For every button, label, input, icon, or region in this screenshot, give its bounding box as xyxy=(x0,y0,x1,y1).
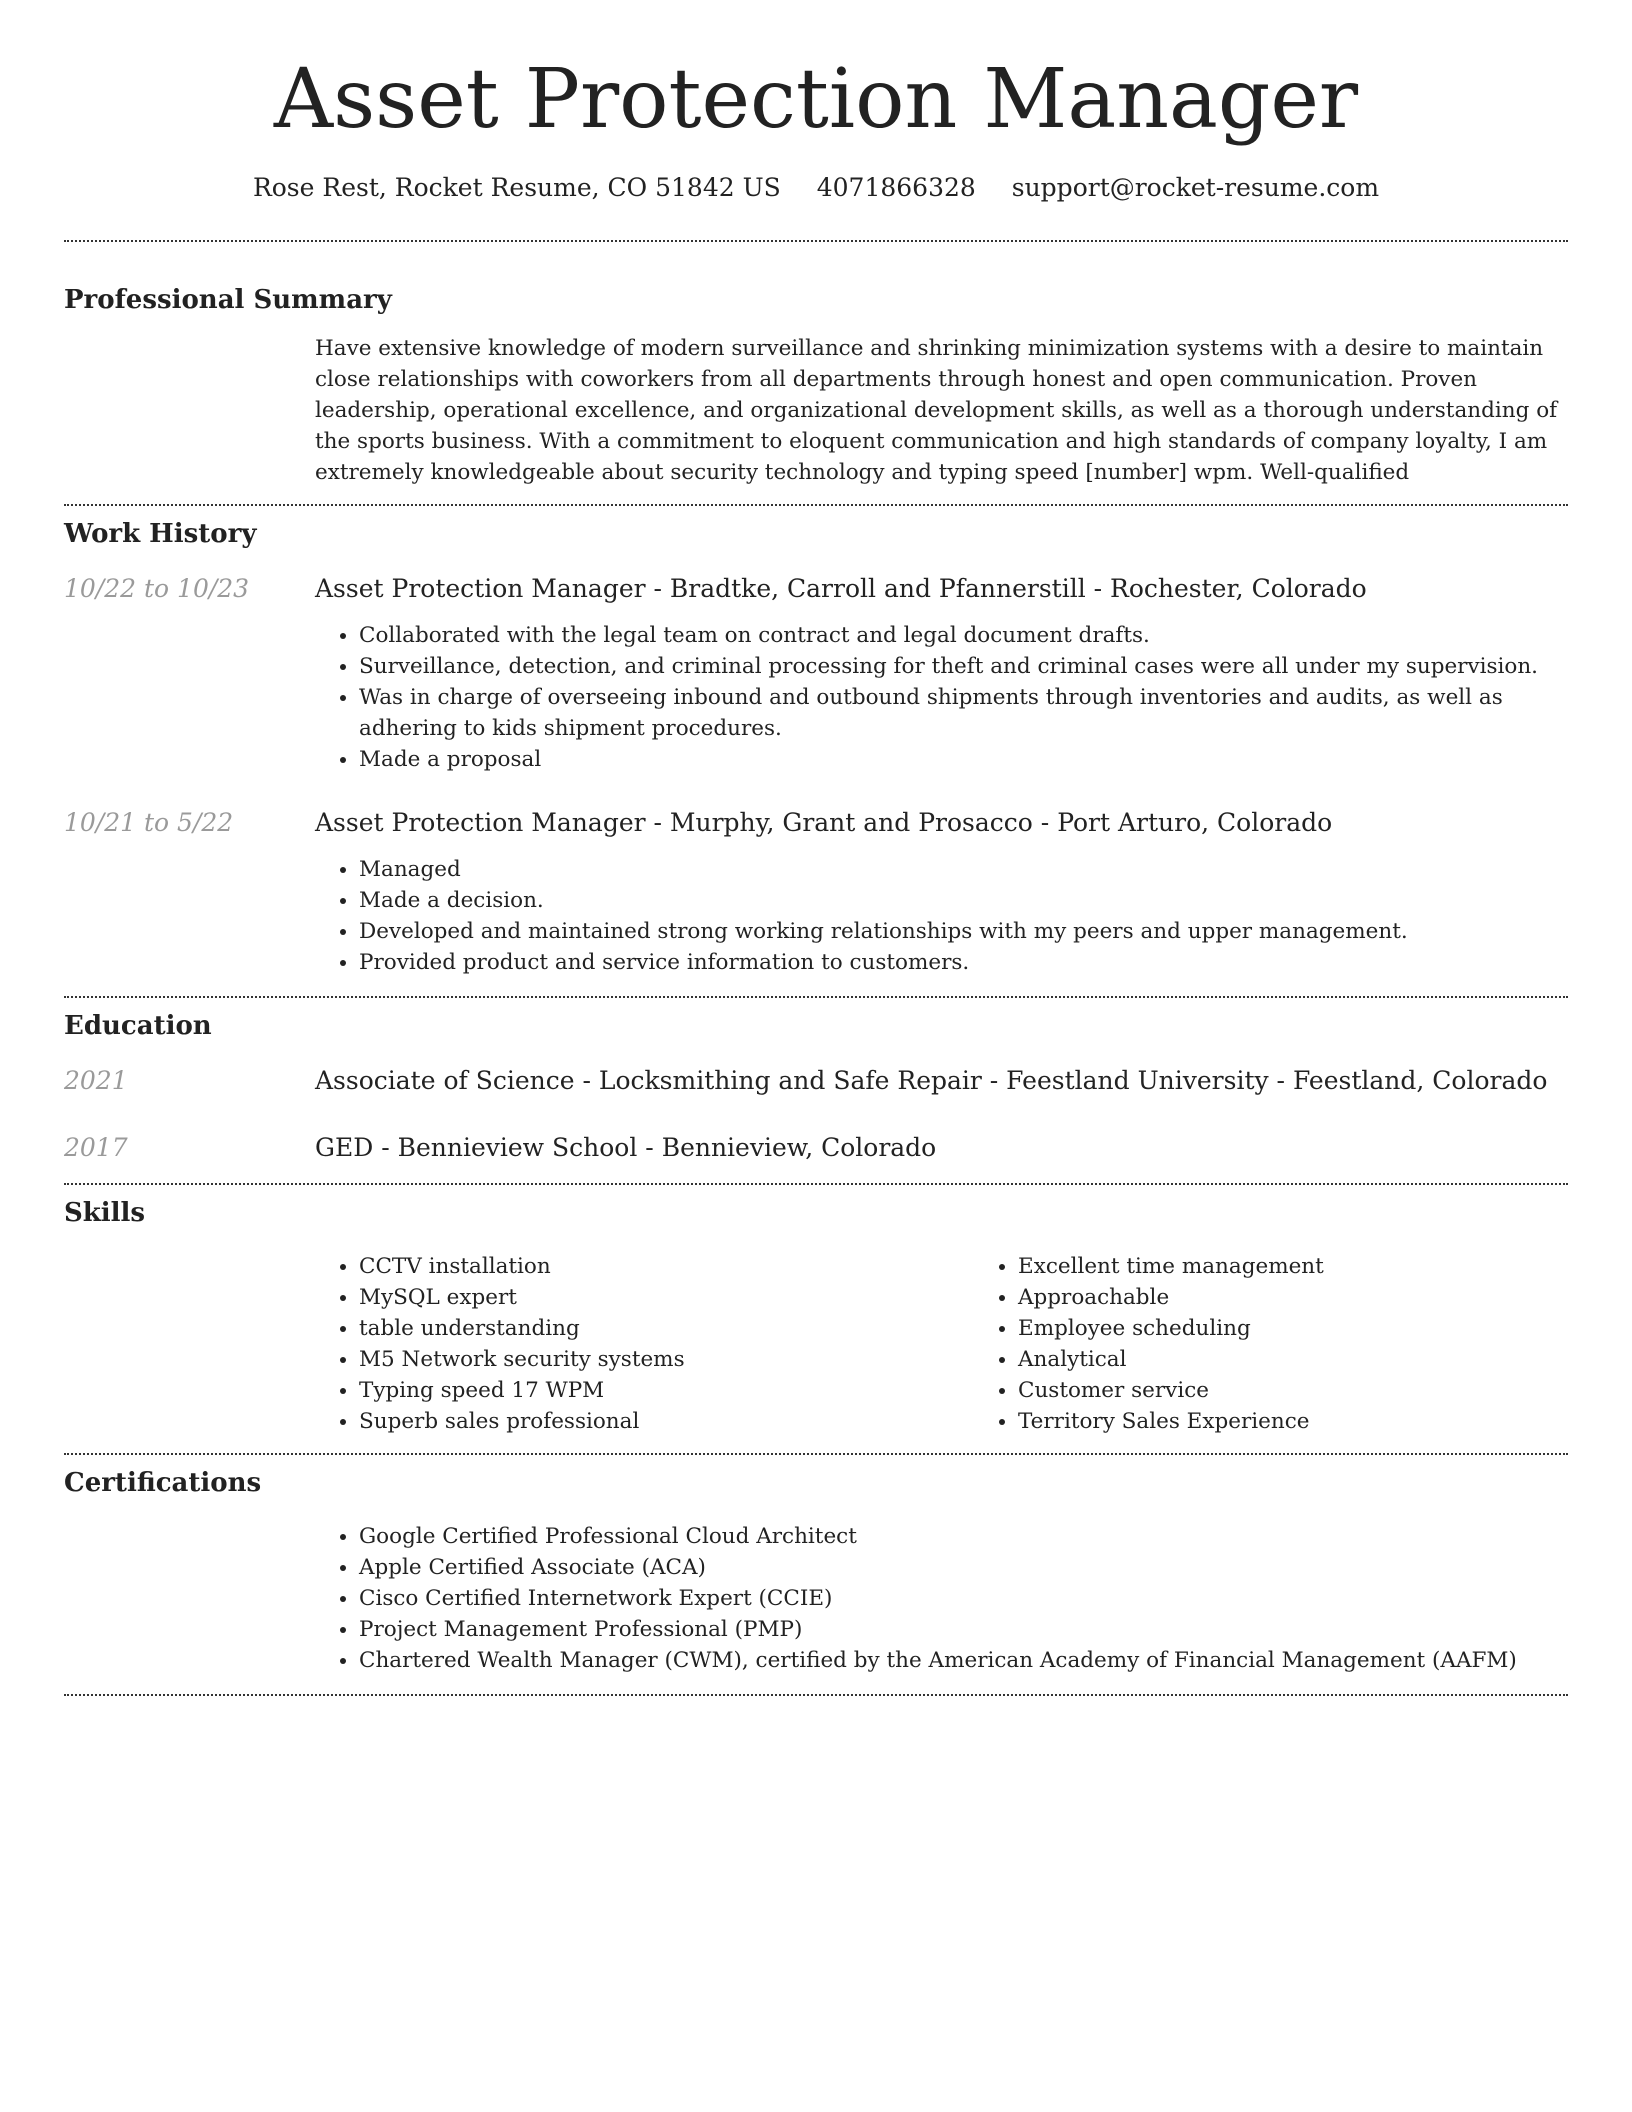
job-bullet: • Collaborated with the legal team on contract and legal document drafts. xyxy=(359,620,1568,651)
contact-address: Rose Rest, Rocket Resume, CO 51842 US xyxy=(252,173,781,202)
divider xyxy=(64,996,1568,998)
education-year: 2021 xyxy=(64,1066,128,1095)
skill-item: • M5 Network security systems xyxy=(359,1344,974,1375)
skill-item: • Approachable xyxy=(1018,1282,1324,1313)
skill-item: • table understanding xyxy=(359,1313,974,1344)
section-title-certifications: Certifications xyxy=(64,1468,262,1498)
contact-line xyxy=(64,170,1568,206)
skills-list-right xyxy=(974,1251,1324,1437)
skill-item: • Analytical xyxy=(1018,1344,1324,1375)
skill-item: • Typing speed 17 WPM xyxy=(359,1375,974,1406)
contact-email: support@rocket-resume.com xyxy=(1011,173,1380,202)
skills-grid xyxy=(315,1251,1568,1437)
divider xyxy=(64,240,1568,242)
certification-item: • Chartered Wealth Manager (CWM), certified by the American Academy of Financial Management (AAFM) xyxy=(359,1645,1568,1676)
section-title-summary: Professional Summary xyxy=(64,285,392,315)
skill-item: • Customer service xyxy=(1018,1375,1324,1406)
resume-page xyxy=(64,0,1568,1696)
certification-item: • Cisco Certified Internetwork Expert (CCIE) xyxy=(359,1583,1568,1614)
work-history-section xyxy=(64,516,1568,978)
education-heading: Associate of Science - Locksmithing and Safe Repair - Feestland University - Feestland, Colorado xyxy=(315,1066,1548,1095)
job-bullet: • Made a decision. xyxy=(359,885,1568,916)
skill-item: • Employee scheduling xyxy=(1018,1313,1324,1344)
divider xyxy=(64,1453,1568,1455)
job-entry xyxy=(64,572,1568,775)
divider xyxy=(64,504,1568,506)
skill-item: • MySQL expert xyxy=(359,1282,974,1313)
section-title-skills: Skills xyxy=(64,1198,146,1228)
skill-item: • Excellent time management xyxy=(1018,1251,1324,1282)
job-entry xyxy=(64,806,1568,978)
skill-item: • CCTV installation xyxy=(359,1251,974,1282)
job-heading: Asset Protection Manager - Bradtke, Carroll and Pfannerstill - Rochester, Colorado xyxy=(315,574,1367,603)
certification-item: • Apple Certified Associate (ACA) xyxy=(359,1552,1568,1583)
skill-item: • Superb sales professional xyxy=(359,1406,974,1437)
section-title-work: Work History xyxy=(64,519,257,549)
education-entry xyxy=(64,1131,1568,1165)
education-heading: GED - Bennieview School - Bennieview, Colorado xyxy=(315,1133,937,1162)
skills-list-left xyxy=(315,1251,974,1437)
certification-item: • Google Certified Professional Cloud Architect xyxy=(359,1521,1568,1552)
education-year: 2017 xyxy=(64,1133,128,1162)
education-entry xyxy=(64,1064,1568,1098)
job-bullets xyxy=(315,620,1568,775)
job-bullet: • Surveillance, detection, and criminal processing for theft and criminal cases were all under my supervision. xyxy=(359,651,1568,682)
job-bullet: • Provided product and service information to customers. xyxy=(359,947,1568,978)
contact-phone: 4071866328 xyxy=(816,173,976,202)
divider xyxy=(64,1183,1568,1185)
summary-text: Have extensive knowledge of modern surveillance and shrinking minimization systems with a desire to maintain close relationships with coworkers from all departments through honest and open communication. Proven leadership, operational excellence, and organizational development skills, as well as a thorough understanding of the sports business. With a commitment to eloquent communication and high standards of company loyalty, I am extremely knowledgeable about security technology and typing speed [number] wpm. Well-qualified xyxy=(315,336,1558,485)
certification-item: • Project Management Professional (PMP) xyxy=(359,1614,1568,1645)
job-bullet: • Was in charge of overseeing inbound and outbound shipments through inventories and audits, as well as adhering to kids shipment procedures. xyxy=(359,682,1568,744)
resume-name: Asset Protection Manager xyxy=(273,52,1359,147)
job-dates: 10/21 to 5/22 xyxy=(64,808,234,837)
certifications-section xyxy=(64,1465,1568,1676)
divider xyxy=(64,1694,1568,1696)
job-heading: Asset Protection Manager - Murphy, Grant and Prosacco - Port Arturo, Colorado xyxy=(315,808,1333,837)
skills-section xyxy=(64,1195,1568,1437)
skill-item: • Territory Sales Experience xyxy=(1018,1406,1324,1437)
job-bullet: • Managed xyxy=(359,854,1568,885)
job-bullet: • Developed and maintained strong working relationships with my peers and upper management. xyxy=(359,916,1568,947)
summary-section xyxy=(64,282,1568,488)
job-bullets xyxy=(315,854,1568,978)
job-bullet: • Made a proposal xyxy=(359,744,1568,775)
certifications-list xyxy=(315,1521,1568,1676)
education-section xyxy=(64,1008,1568,1165)
section-title-education: Education xyxy=(64,1011,212,1041)
job-dates: 10/22 to 10/23 xyxy=(64,574,250,603)
